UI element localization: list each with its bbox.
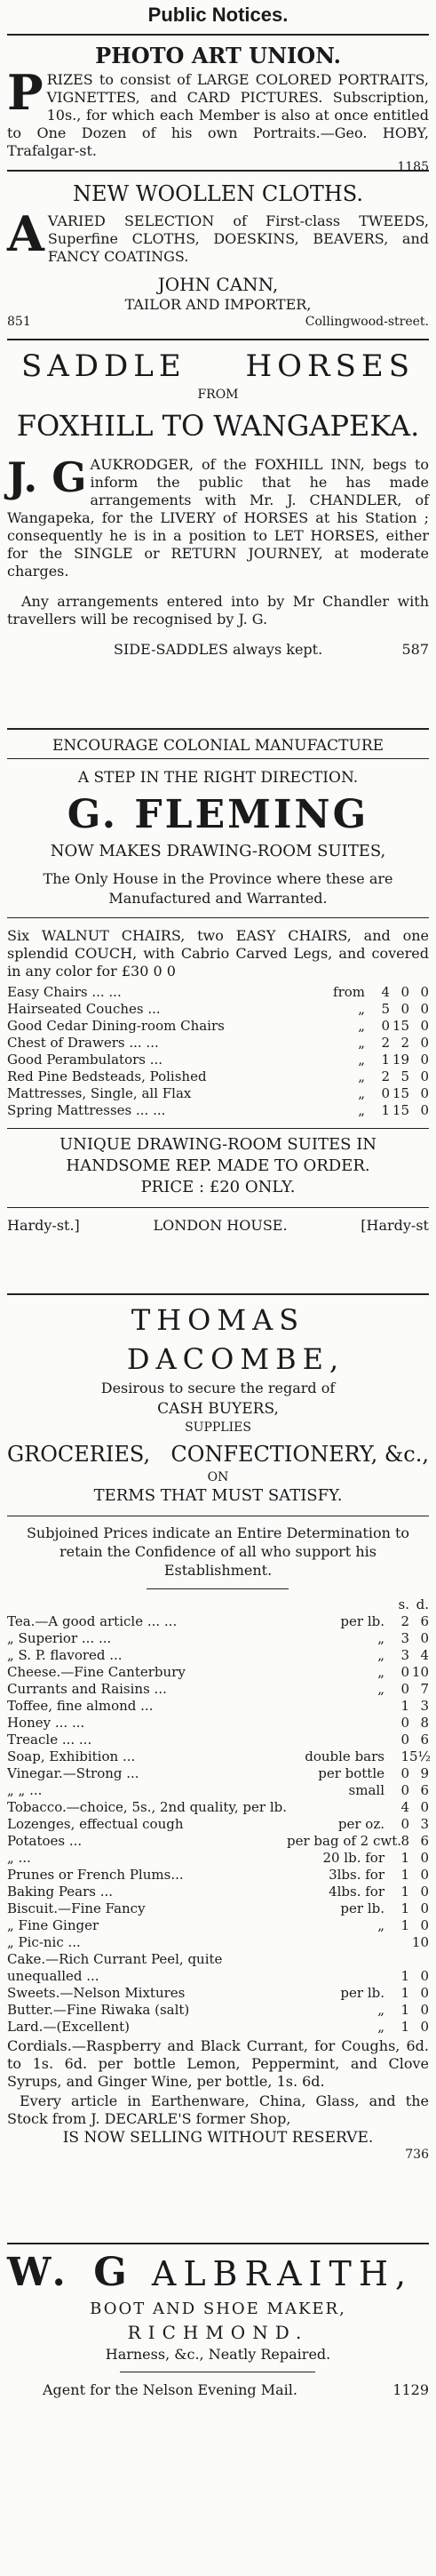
title-word: SADDLE xyxy=(20,348,186,384)
item-name: Prunes or French Plums... xyxy=(7,1867,184,1883)
item-price: 0 xyxy=(420,1068,429,1084)
item-name: Mattresses, Single, all Flax xyxy=(7,1085,192,1101)
divider xyxy=(7,339,429,340)
item-unit: 4lbs. for xyxy=(329,1884,384,1900)
item-price: 0 xyxy=(400,1664,409,1680)
notice-text: AUKRODGER, of the FOXHILL INN, begs to inform the public that he has made arrangements with Mr. J. CHANDLER, of Wangapeka, for the LIVERY of HORSES at his Station ; consequently he is in a position to LET HORSES, either for the SINGLE or RETURN JOURNEY, at moderate charges. xyxy=(7,456,429,580)
item-name: „ Superior ... ... xyxy=(7,1630,112,1646)
merchant-name: G. FLEMING xyxy=(67,792,369,837)
price-row xyxy=(7,1001,429,1018)
item-price: 0 xyxy=(420,1917,429,1933)
item-price: 1 xyxy=(400,1867,409,1883)
item-price: 1 xyxy=(400,2019,409,2035)
notice-footer xyxy=(7,641,429,658)
item-price: 0 xyxy=(420,1035,429,1051)
item-unit: „ xyxy=(358,1068,365,1084)
item-price: 15 xyxy=(392,1018,409,1034)
item-name: Butter.—Fine Riwaka (salt) xyxy=(7,2002,190,2018)
item-price: 0 xyxy=(420,1052,429,1068)
item-price: 0 xyxy=(420,1085,429,1101)
price-row xyxy=(7,1799,429,1816)
notice-footer xyxy=(7,314,429,330)
galbraith-notice xyxy=(7,2248,429,2426)
item-price: 6 xyxy=(420,1732,429,1748)
item-name: Honey ... ... xyxy=(7,1715,85,1731)
item-price xyxy=(409,1951,429,1968)
item-price: 15 xyxy=(392,1085,409,1101)
item-price: 1 xyxy=(381,1052,390,1068)
price-row xyxy=(7,1968,429,1985)
item-price: 19 xyxy=(392,1052,409,1068)
pence-header: d. xyxy=(416,1596,429,1612)
item-unit: „ xyxy=(377,2002,384,2018)
item-price: 0 xyxy=(420,1102,429,1118)
item-unit: per bottle xyxy=(318,1765,384,1781)
item-price: 0 xyxy=(400,1765,409,1781)
item-price: 1 xyxy=(381,1102,390,1118)
price-row xyxy=(7,1698,429,1715)
saddle-title xyxy=(7,346,429,387)
item-price: 3 xyxy=(400,1630,409,1646)
item-price: 6 xyxy=(420,1833,429,1849)
item-name: unequalled ... xyxy=(7,1968,99,1984)
item-price: 2 xyxy=(381,1035,390,1051)
item-price: 0 xyxy=(400,1732,409,1748)
item-price: 5 xyxy=(381,1001,390,1017)
item-price: 1 xyxy=(400,1900,409,1916)
galbraith-footer xyxy=(7,2381,429,2398)
item-price: 4 xyxy=(420,1647,429,1663)
notice-number: 587 xyxy=(401,641,429,658)
notice-number: 851 xyxy=(7,315,31,329)
dacombe-price-list xyxy=(7,1613,432,2036)
photo-art-union-notice xyxy=(7,41,429,174)
footer-right: [Hardy-st xyxy=(361,1217,429,1234)
merchant-role: TAILOR AND IMPORTER, xyxy=(124,296,312,313)
divider xyxy=(7,1293,429,1295)
price-row xyxy=(7,1748,432,1765)
divider xyxy=(7,170,429,172)
goods-line xyxy=(7,1439,429,1469)
item-price: 4 xyxy=(400,1799,409,1815)
item-price: 7 xyxy=(420,1681,429,1697)
desirous-line: Desirous to secure the regard of xyxy=(100,1380,336,1396)
item-price: 10 xyxy=(411,1934,429,1950)
item-name: Hairseated Couches ... xyxy=(7,1001,161,1017)
price-row xyxy=(7,1102,429,1119)
price-row xyxy=(7,1018,429,1035)
price-row xyxy=(7,1664,429,1681)
item-price: 6 xyxy=(420,1613,429,1629)
item-price: 0 xyxy=(400,1715,409,1731)
divider xyxy=(147,1588,289,1589)
item-price: 2 xyxy=(400,1035,409,1051)
item-price: 0 xyxy=(420,1867,429,1883)
price-row xyxy=(7,1052,429,1068)
fleming-notice xyxy=(7,733,429,1293)
item-unit: „ xyxy=(358,1035,365,1051)
item-price: 15 xyxy=(392,1102,409,1118)
subjoined-line: Subjoined Prices indicate an Entire Determination to retain the Confidence of all who support his Establishment. xyxy=(26,1524,410,1579)
selling-line: IS NOW SELLING WITHOUT RESERVE. xyxy=(62,2129,374,2147)
price-row xyxy=(7,984,429,1001)
price-row xyxy=(7,1985,429,2002)
item-unit: 20 lb. for xyxy=(322,1850,384,1866)
item-price: 0 xyxy=(381,1085,390,1101)
item-name: Vinegar.—Strong ... xyxy=(7,1765,139,1781)
fleming-footer xyxy=(7,1217,429,1234)
shillings-header: s. xyxy=(398,1596,409,1612)
item-price: 1 xyxy=(400,2002,409,2018)
item-price: 1 xyxy=(400,1698,409,1714)
price-row xyxy=(7,1917,429,1934)
notice-text: VARIED SELECTION of First-class TWEEDS, Superfine CLOTHS, DOESKINS, BEAVERS, and FANCY COATINGS. xyxy=(47,212,429,265)
item-name: Biscuit.—Fine Fancy xyxy=(7,1900,146,1916)
dacombe-title xyxy=(7,1300,429,1379)
price-row xyxy=(7,1816,429,1833)
item-name: Tobacco.—choice, 5s., 2nd quality, per lb. xyxy=(7,1799,287,1815)
price-row xyxy=(7,1782,429,1799)
item-price: 6 xyxy=(420,1782,429,1798)
item-price: 0 xyxy=(420,2002,429,2018)
price-row xyxy=(7,1732,429,1748)
item-unit: „ xyxy=(377,1630,384,1646)
item-unit: 3lbs. for xyxy=(329,1867,384,1883)
footer-left: Hardy-st.] xyxy=(7,1217,80,1234)
route-title xyxy=(7,406,429,445)
notice-number: 736 xyxy=(405,2148,429,2162)
item-name: Lard.—(Excellent) xyxy=(7,2019,130,2035)
notice-body xyxy=(7,453,429,580)
merchant-name: JOHN CANN, xyxy=(157,274,279,295)
item-name: Baking Pears ... xyxy=(7,1884,114,1900)
item-name: Soap, Exhibition ... xyxy=(7,1748,136,1764)
item-unit: „ xyxy=(358,1018,365,1034)
item-unit: „ xyxy=(358,1102,365,1118)
title-word: ALBRAITH, xyxy=(151,2254,414,2293)
divider xyxy=(7,2243,429,2244)
item-name: Tea.—A good article ... ... xyxy=(7,1613,178,1629)
item-unit: „ xyxy=(358,1085,365,1101)
item-name: „ S. P. flavored ... xyxy=(7,1647,123,1663)
item-name: Good Perambulators ... xyxy=(7,1052,163,1068)
buyers-line: CASH BUYERS, xyxy=(157,1400,279,1418)
saddle-horses-notice xyxy=(7,346,429,728)
price-row xyxy=(7,1613,429,1630)
item-price: 10 xyxy=(411,1664,429,1680)
item-name: Cheese.—Fine Canterbury xyxy=(7,1664,186,1680)
only-line: The Only House in the Province where these are Manufactured and Warranted. xyxy=(43,870,393,907)
drop-cap: W. G xyxy=(7,2250,134,2295)
divider xyxy=(7,1207,429,1208)
notice-note: Any arrangements entered into by Mr Chandler with travellers will be recognised by J. G. xyxy=(7,593,429,628)
price-line: PRICE : £20 ONLY. xyxy=(140,1178,296,1196)
terms-line: TERMS THAT MUST SATISFY. xyxy=(93,1486,343,1505)
item-price: 8 xyxy=(400,1833,409,1849)
page-title: Public Notices. xyxy=(147,4,289,26)
title-word: HORSES xyxy=(245,348,416,384)
drop-cap: P xyxy=(7,64,44,121)
goods-word: CONFECTIONERY, &c., xyxy=(170,1442,429,1467)
item-unit: per lb. xyxy=(340,1613,384,1629)
item-unit: „ xyxy=(358,1052,365,1068)
fleming-intro: Six WALNUT CHAIRS, two EASY CHAIRS, and one splendid COUCH, with Cabrio Carved Legs, and covered in any color for £30 0 0 xyxy=(7,927,429,980)
every-line: Every article in Earthenware, China, Glass, and the Stock from J. DECARLE'S former Shop, xyxy=(7,2092,429,2127)
notice-street: Collingwood-street. xyxy=(305,315,429,329)
item-price: 0 xyxy=(420,1985,429,2001)
place-line: RICHMOND. xyxy=(127,2322,309,2343)
notice-body xyxy=(7,205,429,266)
notice-title: PHOTO ART UNION. xyxy=(95,43,341,68)
harness-line: Harness, &c., Neatly Repaired. xyxy=(105,2346,331,2363)
item-price: 1 xyxy=(400,1748,409,1764)
fleming-price-list xyxy=(7,984,429,1119)
item-name: „ Pic-nic ... xyxy=(7,1934,81,1950)
price-row xyxy=(7,1085,429,1102)
item-price: 0 xyxy=(400,1001,409,1017)
route-word: FOXHILL TO xyxy=(16,409,205,443)
notice-text: RIZES to consist of LARGE COLORED PORTRAITS, VIGNETTES, and CARD PICTURES. Subscription, 10s., for which each Member is also at once entitled to One Dozen of his own Portraits.—Geo. HOBY, Trafalgar-st. xyxy=(7,71,429,159)
woollen-cloths-notice xyxy=(7,179,429,339)
item-price: 0 xyxy=(420,1850,429,1866)
item-name: Treacle ... ... xyxy=(7,1732,92,1748)
agent-line: Agent for the Nelson Evening Mail. xyxy=(43,2381,297,2398)
notice-number: 1129 xyxy=(392,2381,429,2398)
item-unit: per oz. xyxy=(337,1816,384,1832)
item-unit: „ xyxy=(377,1664,384,1680)
item-price: 0 xyxy=(400,1782,409,1798)
price-row xyxy=(7,1647,429,1664)
divider xyxy=(7,728,429,730)
item-price: 0 xyxy=(420,1968,429,1984)
item-price: 0 xyxy=(400,1816,409,1832)
item-price: 0 xyxy=(420,1630,429,1646)
divider xyxy=(7,917,429,918)
item-price: 9 xyxy=(420,1765,429,1781)
price-row xyxy=(7,2002,429,2019)
price-row xyxy=(7,1630,429,1647)
drop-cap: A xyxy=(7,205,44,262)
item-price xyxy=(390,1934,409,1951)
drop-cap: J. G xyxy=(7,453,87,501)
item-price: 2 xyxy=(400,1613,409,1629)
item-price: 0 xyxy=(420,1900,429,1916)
price-row xyxy=(7,1765,429,1782)
item-unit xyxy=(287,1951,390,1968)
price-row xyxy=(7,1035,429,1052)
item-price: 1 xyxy=(400,1884,409,1900)
item-unit: per bag of 2 cwt. xyxy=(287,1833,402,1849)
item-name: Lozenges, effectual cough xyxy=(7,1816,184,1832)
price-row xyxy=(7,1867,429,1884)
dacombe-notice xyxy=(7,1300,432,2243)
title-word: THOMAS xyxy=(131,1303,305,1337)
item-price: 0 xyxy=(400,984,409,1000)
item-name: Currants and Raisins ... xyxy=(7,1681,167,1697)
price-row xyxy=(7,1951,429,1968)
item-name: Potatoes ... xyxy=(7,1833,83,1849)
item-price: 0 xyxy=(420,2019,429,2035)
role-line: BOOT AND SHOE MAKER, xyxy=(90,2300,346,2318)
item-unit xyxy=(287,1698,390,1715)
fleming-top: ENCOURAGE COLONIAL MANUFACTURE xyxy=(52,737,384,755)
divider xyxy=(7,758,429,759)
on-line: ON xyxy=(207,1470,229,1484)
item-price: 2 xyxy=(381,1068,390,1084)
price-row xyxy=(7,1833,429,1850)
item-name: „ Fine Ginger xyxy=(7,1917,99,1933)
footer-text: SIDE-SADDLES always kept. xyxy=(114,641,323,658)
price-row xyxy=(7,1900,429,1917)
item-unit: per lb. xyxy=(340,1900,384,1916)
price-row xyxy=(7,1884,429,1900)
item-price: 0 xyxy=(420,1001,429,1017)
goods-word: GROCERIES, xyxy=(7,1442,151,1467)
item-price: 0 xyxy=(420,1884,429,1900)
price-header xyxy=(7,1596,429,1613)
item-name: Spring Mattresses ... ... xyxy=(7,1102,166,1118)
price-row xyxy=(7,2019,429,2036)
item-price: 0 xyxy=(400,1681,409,1697)
item-price: 4 xyxy=(381,984,390,1000)
item-name: Cake.—Rich Currant Peel, quite xyxy=(7,1951,223,1967)
item-price: 0 xyxy=(420,1018,429,1034)
item-unit: „ xyxy=(377,2019,384,2035)
route-word: WANGAPEKA. xyxy=(213,409,420,443)
divider xyxy=(7,34,429,36)
item-unit xyxy=(287,1715,390,1732)
item-unit: „ xyxy=(377,1917,384,1933)
item-price: 5 xyxy=(400,1068,409,1084)
price-row xyxy=(7,1850,429,1867)
notice-body xyxy=(7,64,429,160)
item-price: 1 xyxy=(400,1850,409,1866)
item-name: Sweets.—Nelson Mixtures xyxy=(7,1985,186,2001)
item-name: Chest of Drawers ... ... xyxy=(7,1035,159,1051)
price-row xyxy=(7,1681,429,1698)
item-price: 0 xyxy=(420,1799,429,1815)
price-row xyxy=(7,1934,429,1951)
item-name: Good Cedar Dining-room Chairs xyxy=(7,1018,225,1034)
cordials-line: Cordials.—Raspberry and Black Currant, for Coughs, 6d. to 1s. 6d. per bottle Lemon, Peppermint, and Clove Syrups, and Ginger Wine, per bottle, 1s. 6d. xyxy=(7,2037,429,2090)
item-name: „ ... xyxy=(7,1850,31,1866)
item-unit: „ xyxy=(358,1001,365,1017)
item-unit xyxy=(287,1968,390,1985)
title-word: DACOMBE, xyxy=(126,1342,345,1376)
step-line: A STEP IN THE RIGHT DIRECTION. xyxy=(77,769,359,787)
item-unit xyxy=(287,1934,390,1951)
item-unit xyxy=(287,1732,390,1748)
price-row xyxy=(7,1715,429,1732)
item-price: 0 xyxy=(381,1018,390,1034)
item-unit xyxy=(287,1799,390,1816)
item-unit: per lb. xyxy=(340,1985,384,2001)
item-price: 1 xyxy=(400,1985,409,2001)
unique-line: UNIQUE DRAWING-ROOM SUITES IN HANDSOME REP. MADE TO ORDER. xyxy=(59,1135,377,1175)
item-price: 0 xyxy=(420,984,429,1000)
notice-number: 1185 xyxy=(397,160,429,174)
item-price: 3 xyxy=(420,1816,429,1832)
from-label: FROM xyxy=(197,388,239,402)
item-unit: small xyxy=(348,1782,384,1798)
price-row xyxy=(7,1068,429,1085)
notice-title: NEW WOOLLEN CLOTHS. xyxy=(73,181,363,206)
item-price: 5½ xyxy=(409,1748,432,1764)
item-unit: double bars xyxy=(305,1748,384,1764)
item-price: 1 xyxy=(400,1968,409,1984)
item-unit: „ xyxy=(377,1681,384,1697)
item-name: Red Pine Bedsteads, Polished xyxy=(7,1068,207,1084)
item-unit: „ xyxy=(377,1647,384,1663)
item-price: 1 xyxy=(400,1917,409,1933)
footer-house: LONDON HOUSE. xyxy=(153,1217,288,1234)
item-name: Easy Chairs ... ... xyxy=(7,984,122,1000)
supplies-line: SUPPLIES xyxy=(185,1420,251,1435)
item-unit: from xyxy=(333,984,365,1000)
makes-line: NOW MAKES DRAWING-ROOM SUITES, xyxy=(50,842,386,860)
item-price: 3 xyxy=(400,1647,409,1663)
item-price xyxy=(390,1951,409,1968)
item-name: Toffee, fine almond ... xyxy=(7,1698,154,1714)
item-price: 8 xyxy=(420,1715,429,1731)
item-price: 3 xyxy=(420,1698,429,1714)
galbraith-title xyxy=(7,2248,429,2299)
divider xyxy=(7,1128,429,1129)
item-name: „ „ ... xyxy=(7,1782,43,1798)
